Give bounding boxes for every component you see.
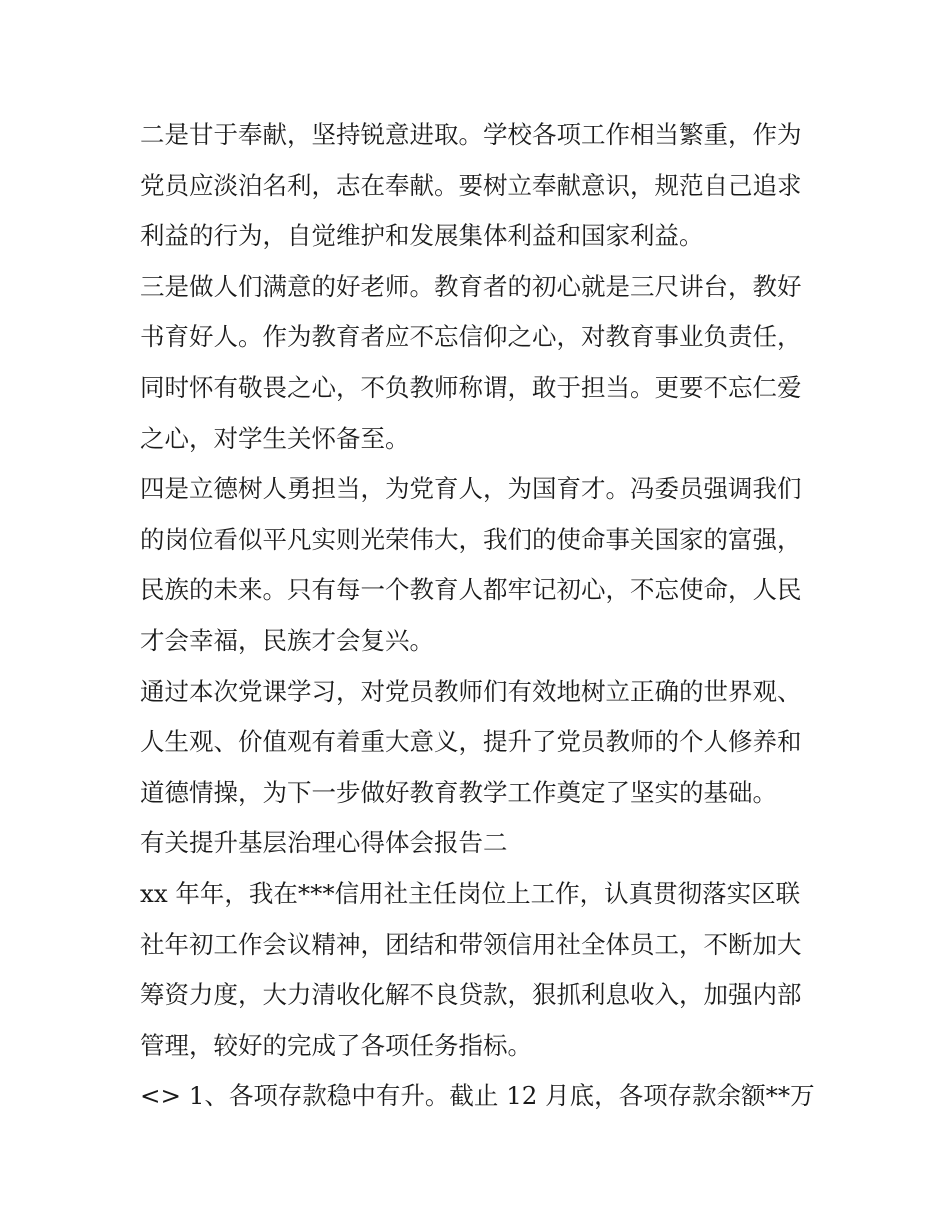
text-line: 党员应淡泊名利，志在奉献。要树立奉献意识，规范自己追求 — [140, 170, 802, 200]
text-line: 才会幸福，民族才会复兴。 — [140, 625, 434, 655]
text-line: 四是立德树人勇担当，为党育人，为国育才。冯委员强调我们 — [140, 474, 802, 504]
text-line: 二是甘于奉献，坚持锐意进取。学校各项工作相当繁重，作为 — [140, 120, 802, 149]
text-line: 同时怀有敬畏之心，不负教师称谓，敢于担当。更要不忘仁爱 — [140, 372, 802, 402]
text-line: 的岗位看似平凡实则光荣伟大，我们的使命事关国家的富强， — [140, 524, 802, 554]
text-line: 三是做人们满意的好老师。教育者的初心就是三尺讲台，教好 — [140, 271, 802, 301]
text-line: 道德情操，为下一步做好教育教学工作奠定了坚实的基础。 — [140, 777, 777, 807]
document-body — [140, 110, 820, 1122]
text-line: <> 1、各项存款稳中有升。截止 12 月底，各项存款余额**万 — [140, 1081, 815, 1111]
text-line: 社年初工作会议精神，团结和带领信用社全体员工，不断加大 — [140, 929, 802, 959]
text-line: xx 年年，我在***信用社主任岗位上工作，认真贯彻落实区联 — [140, 878, 801, 908]
section-heading: 有关提升基层治理心得体会报告二 — [140, 828, 508, 858]
text-line: 民族的未来。只有每一个教育人都牢记初心，不忘使命，人民 — [140, 575, 802, 605]
text-line: 通过本次党课学习，对党员教师们有效地树立正确的世界观、 — [140, 676, 802, 706]
text-line: 利益的行为，自觉维护和发展集体利益和国家利益。 — [140, 221, 704, 251]
text-line: 人生观、价值观有着重大意义，提升了党员教师的个人修养和 — [140, 727, 802, 757]
text-line: 之心，对学生关怀备至。 — [140, 423, 410, 453]
text-line: 管理，较好的完成了各项任务指标。 — [140, 1030, 532, 1060]
text-line: 筹资力度，大力清收化解不良贷款，狠抓利息收入，加强内部 — [140, 980, 802, 1010]
text-line: 书育好人。作为教育者应不忘信仰之心，对教育事业负责任， — [140, 322, 802, 352]
